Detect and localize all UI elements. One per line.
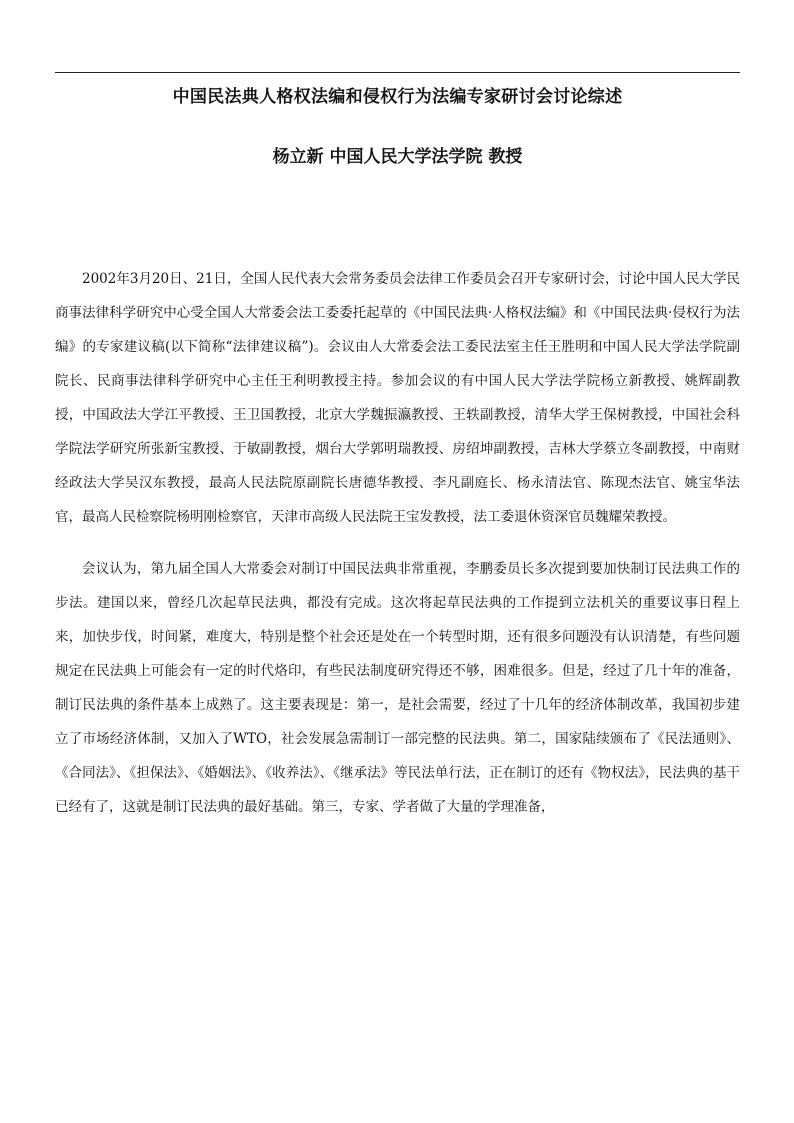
author-line: 杨立新 中国人民大学法学院 教授 <box>272 147 523 167</box>
document-title: 中国民法典人格权法编和侵权行为法编专家研讨会讨论综述 <box>172 87 623 107</box>
paragraph-2: 会议认为，第九届全国人大常委会对制订中国民法典非常重视，李鹏委员长多次提到要加快制订民法典工作的步法。建国以来，曾经几次起草民法典，都没有完成。这次将起草民法典的工作提到立法机关的重要议事日程上来，加快步伐，时间紧，难度大，特别是整个社会还是处在一个转型时期，还有很多问题没有认识清楚，有些问题规定在民法典上可能会有一定的时代烙印，有些民法制度研究得还不够，困难很多。但是，经过了几十年的准备，制订民法典的条件基本上成熟了。这主要表现是：第一，是社会需要，经过了十几年的经济体制改革，我国初步建立了市场经济体制，又加入了WTO，社会发展急需制订一部完整的民法典。第二，国家陆续颁布了《民法通则》、《合同法》、《担保法》、《婚姻法》、《收养法》、《继承法》等民法单行法，正在制订的还有《物权法》，民法典的基干已经有了，这就是制订民法典的最好基础。第三，专家、学者做了大量的学理准备， <box>55 561 740 815</box>
header-rule <box>55 72 740 73</box>
paragraph-1: 2002年3月20日、21日，全国人民代表大会常务委员会法律工作委员会召开专家研讨会，讨论中国人民大学民商事法律科学研究中心受全国人大常委会法工委委托起草的《中国民法典·人格权法编》和《中国民法典·侵权行为法编》的专家建议稿(以下简称“法律建议稿”)。会议由人大常委会法工委民法室主任王胜明和中国人民大学法学院副院长、民商事法律科学研究中心主任王利明教授主持。参加会议的有中国人民大学法学院杨立新教授、姚辉副教授，中国政法大学江平教授、王卫国教授，北京大学魏振瀛教授、王轶副教授，清华大学王保树教授，中国社会科学院法学研究所张新宝教授、于敏副教授，烟台大学郭明瑞教授、房绍坤副教授，吉林大学蔡立冬副教授，中南财经政法大学吴汉东教授，最高人民法院原副院长唐德华教授、李凡副庭长、杨永清法官、陈现杰法官、姚宝华法官，最高人民检察院杨明刚检察官，天津市高级人民法院王宝发教授，法工委退休资深官员魏耀荣教授。 <box>55 271 740 525</box>
document-body <box>55 262 740 824</box>
